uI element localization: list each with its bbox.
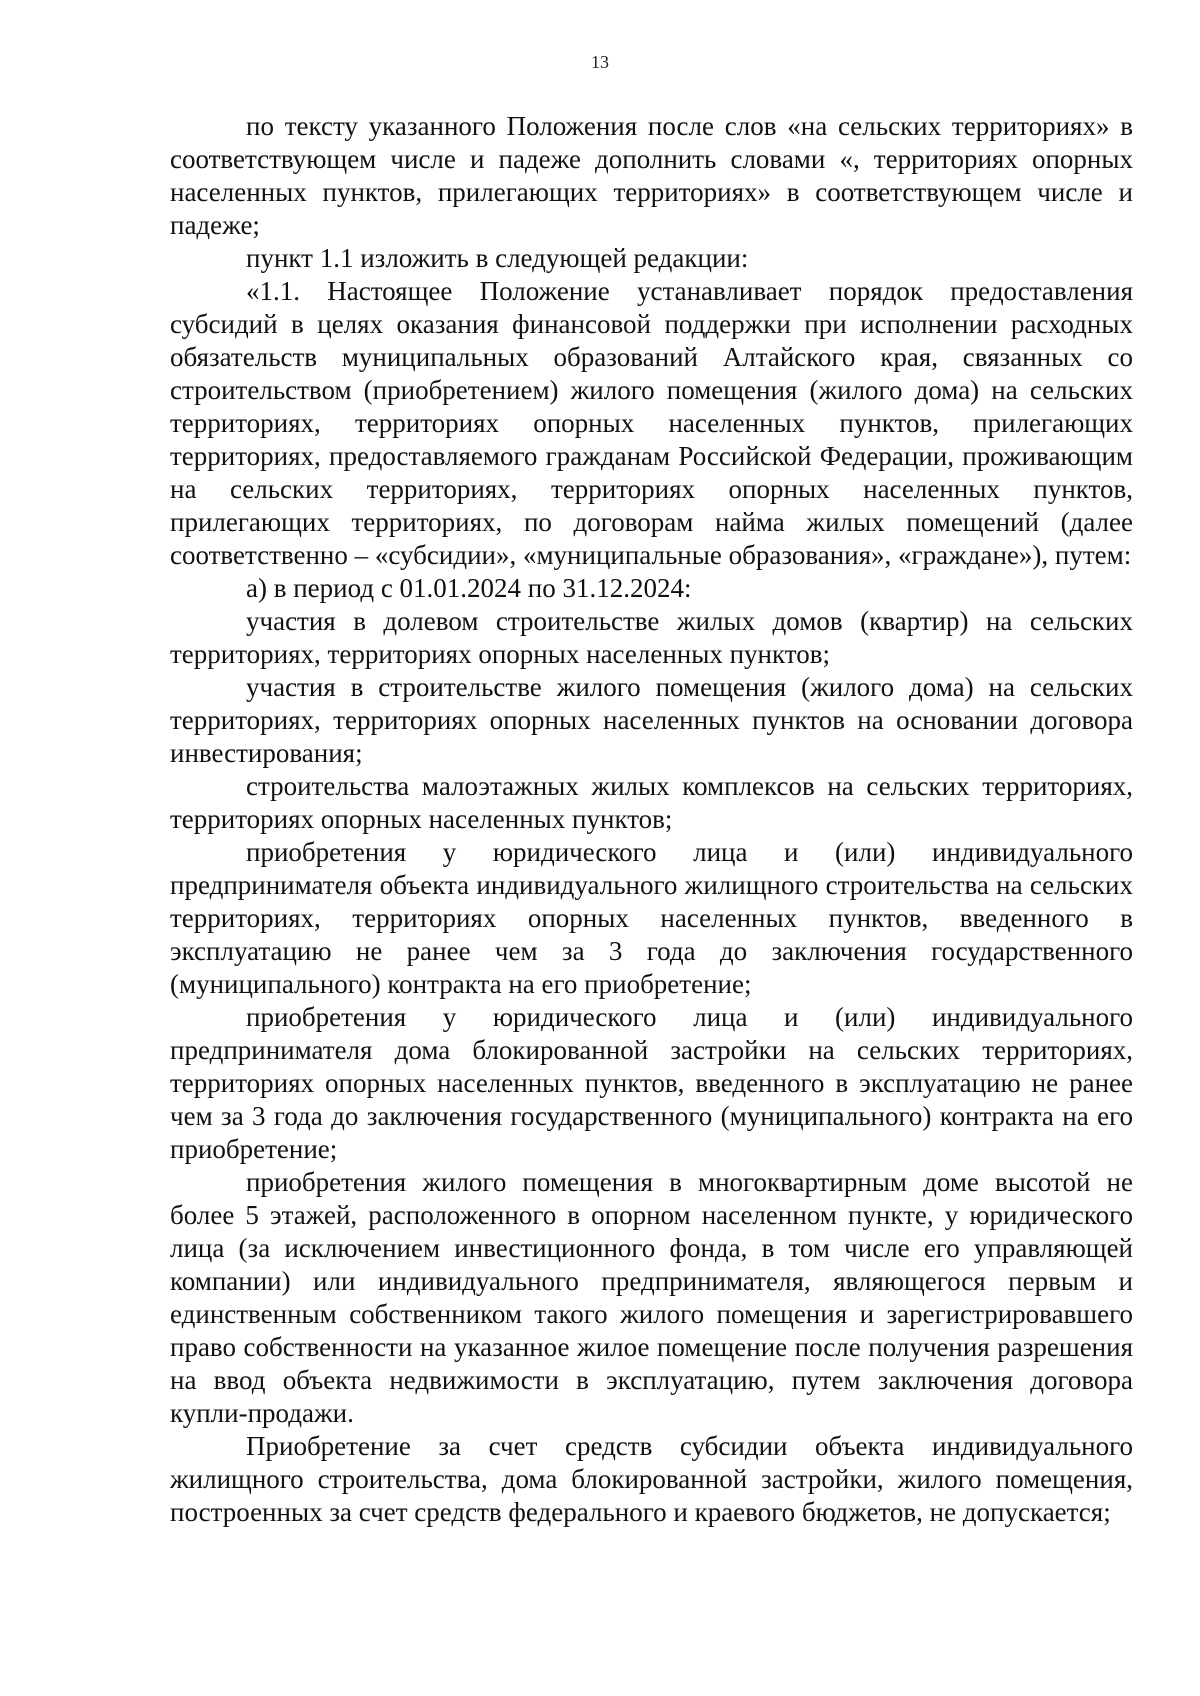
document-body (170, 110, 1133, 1529)
paragraph-point-1-1-text: «1.1. Настоящее Положение устанавливает порядок предоставления субсидий в целях оказания финансовой поддержки при исполнении расходных обязательств муниципальных образований Алтайского края, связанных со строительством (приобретением) жилого помещения (жилого дома) на сельских территориях, территориях опорных населенных пунктов, прилегающих территориях, предоставляемого гражданам Российской Федерации, проживающим на сельских территориях, территориях опорных населенных пунктов, прилегающих территориях, по договорам найма жилых помещений (далее соответственно – «субсидии», «муниципальные образования», «граждане»), путем: (170, 276, 1133, 570)
paragraph-amendment-intro: по тексту указанного Положения после слов «на сельских территориях» в соответствующем числе и падеже дополнить словами «, территориях опорных населенных пунктов, прилегающих территориях» в соответствующем числе и падеже; (170, 111, 1133, 240)
paragraph-apartment-purchase: приобретения жилого помещения в многоквартирным доме высотой не более 5 этажей, расположенного в опорном населенном пункте, у юридического лица (за исключением инвестиционного фонда, в том числе его управляющей компании) или индивидуального предпринимателя, являющегося первым и единственным собственником такого жилого помещения и зарегистрировавшего право собственности на указанное жилое помещение после получения разрешения на ввод объекта недвижимости в эксплуатацию, путем заключения договора купли-продажи. (170, 1167, 1133, 1428)
paragraph-blocked-house-purchase: приобретения у юридического лица и (или) индивидуального предпринимателя дома блокированной застройки на сельских территориях, территориях опорных населенных пунктов, введенного в эксплуатацию не ранее чем за 3 года до заключения государственного (муниципального) контракта на его приобретение; (170, 1002, 1133, 1164)
paragraph-point-1-1-heading: пункт 1.1 изложить в следующей редакции: (246, 243, 749, 273)
paragraph-shared-construction: участия в долевом строительстве жилых домов (квартир) на сельских территориях, территориях опорных населенных пунктов; (170, 606, 1133, 669)
paragraph-investment-construction: участия в строительстве жилого помещения (жилого дома) на сельских территориях, территориях опорных населенных пунктов на основании договора инвестирования; (170, 672, 1133, 768)
page-number: 13 (591, 52, 609, 72)
paragraph-prohibition: Приобретение за счет средств субсидии объекта индивидуального жилищного строительства, дома блокированной застройки, жилого помещения, построенных за счет средств федерального и краевого бюджетов, не допускается; (170, 1431, 1133, 1527)
paragraph-period-a: а) в период с 01.01.2024 по 31.12.2024: (246, 573, 692, 603)
paragraph-individual-housing-purchase: приобретения у юридического лица и (или) индивидуального предпринимателя объекта индивидуального жилищного строительства на сельских территориях, территориях опорных населенных пунктов, введенного в эксплуатацию не ранее чем за 3 года до заключения государственного (муниципального) контракта на его приобретение; (170, 837, 1133, 999)
paragraph-low-rise-complexes: строительства малоэтажных жилых комплексов на сельских территориях, территориях опорных населенных пунктов; (170, 771, 1133, 834)
